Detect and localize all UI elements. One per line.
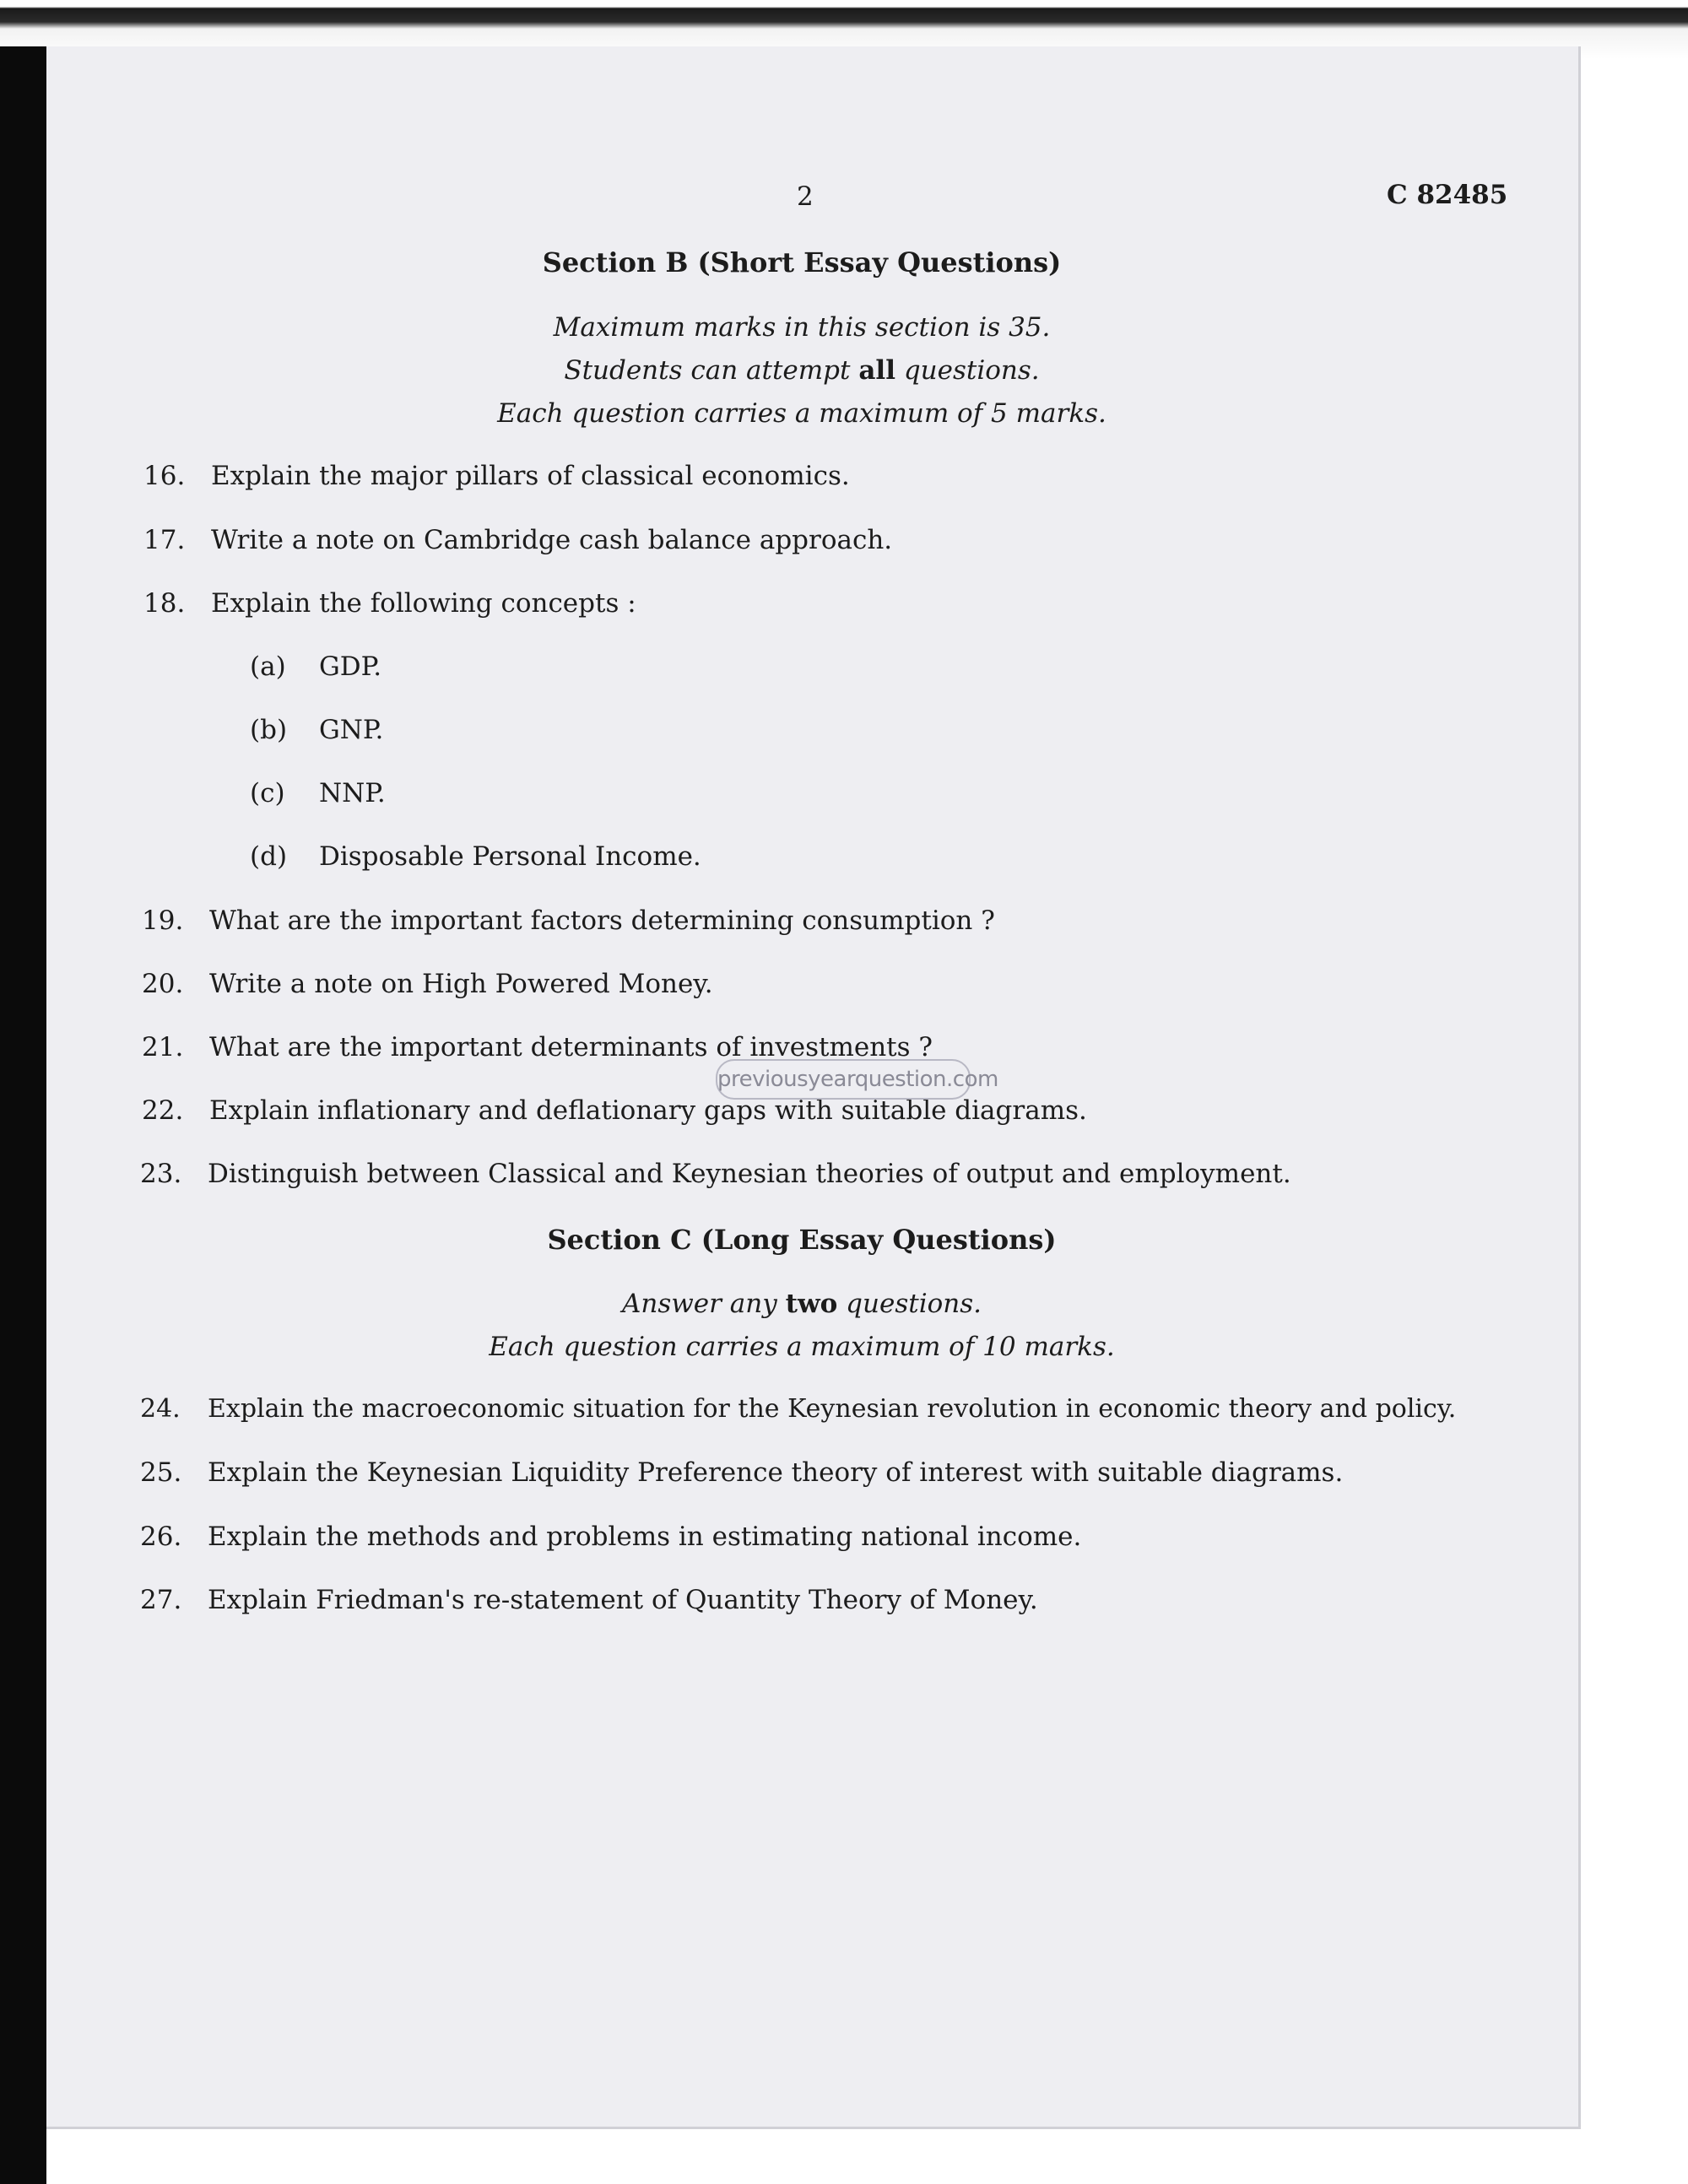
question-23: 23. Distinguish between Classical and Keynesian theories of output and employment.: [140, 1159, 1291, 1189]
question-21: 21. What are the important determinants of investments ?: [142, 1032, 933, 1062]
question-17: 17. Write a note on Cambridge cash balance approach.: [143, 525, 893, 555]
watermark-logo: previousyearquestion.com: [716, 1059, 971, 1100]
question-16: 16. Explain the major pillars of classical economics.: [143, 461, 850, 491]
section-c-title: Section C (Long Essay Questions): [547, 1224, 1057, 1256]
question-18-part-c: (c) NNP.: [250, 778, 386, 808]
page-number: 2: [797, 181, 814, 212]
scan-bottom-margin: [46, 2129, 1688, 2184]
paper-code: C 82485: [1387, 180, 1508, 210]
question-18-part-a: (a) GDP.: [250, 651, 382, 682]
question-22: 22. Explain inflationary and deflationary gaps with suitable diagrams.: [142, 1095, 1087, 1126]
question-18-part-d: (d) Disposable Personal Income.: [250, 841, 701, 872]
section-b-instruction-1: Maximum marks in this section is 35.: [553, 312, 1051, 343]
question-26: 26. Explain the methods and problems in estimating national income.: [140, 1522, 1082, 1552]
question-24: 24. Explain the macroeconomic situation for the Keynesian revolution in economic theory and policy.: [140, 1394, 1457, 1424]
question-20: 20. Write a note on High Powered Money.: [142, 969, 713, 999]
section-b-title: Section B (Short Essay Questions): [542, 246, 1062, 278]
section-b-instruction-3: Each question carries a maximum of 5 marks.: [497, 398, 1106, 429]
question-25: 25. Explain the Keynesian Liquidity Preference theory of interest with suitable diagrams.: [140, 1457, 1344, 1488]
section-c-instruction-1: Answer any two questions.: [621, 1289, 982, 1319]
section-b-instruction-2: Students can attempt all questions.: [564, 355, 1040, 386]
question-18: 18. Explain the following concepts :: [143, 588, 636, 619]
question-27: 27. Explain Friedman's re-statement of Quantity Theory of Money.: [140, 1585, 1038, 1615]
question-18-part-b: (b) GNP.: [250, 715, 384, 745]
question-19: 19. What are the important factors determining consumption ?: [142, 905, 995, 936]
section-c-instruction-2: Each question carries a maximum of 10 marks.: [489, 1332, 1115, 1362]
